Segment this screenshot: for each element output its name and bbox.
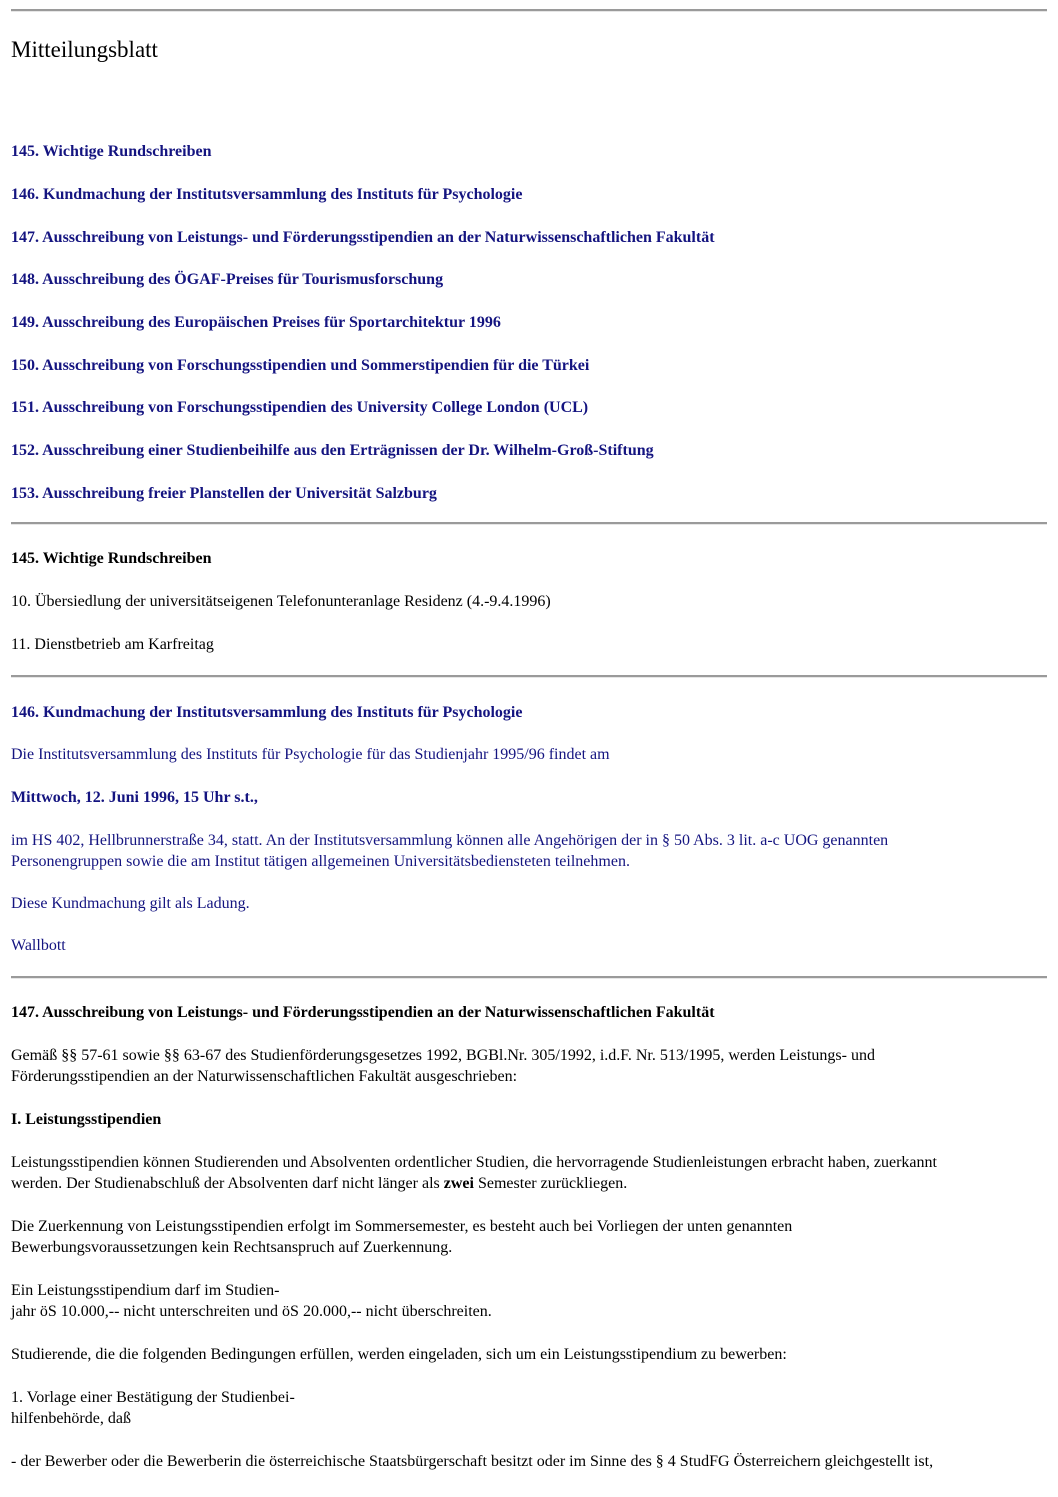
section-147-heading: 147. Ausschreibung von Leistungs- und Förderungsstipendien an der Naturwissenschaftlichen Fakultät bbox=[11, 1004, 715, 1021]
toc-link-148[interactable]: 148. Ausschreibung des ÖGAF-Preises für Tourismusforschung bbox=[11, 271, 444, 288]
section-146-body-line1: im HS 402, Hellbrunnerstraße 34, statt. An der Institutsversammlung können alle Angehörigen der in § 50 Abs. 3 lit. a-c UOG genannten bbox=[11, 832, 889, 849]
page-title: Mitteilungsblatt bbox=[11, 37, 158, 62]
toc-link-147[interactable]: 147. Ausschreibung von Leistungs- und Förderungsstipendien an der Naturwissenschaftlichen Fakultät bbox=[11, 229, 715, 246]
paragraph-1-line2 bbox=[11, 1173, 627, 1194]
toc-link-146[interactable]: 146. Kundmachung der Institutsversammlung des Instituts für Psychologie bbox=[11, 186, 523, 203]
toc-link-149[interactable]: 149. Ausschreibung des Europäischen Preises für Sportarchitektur 1996 bbox=[11, 314, 501, 331]
toc-link-153[interactable]: 153. Ausschreibung freier Planstellen der Universität Salzburg bbox=[11, 485, 437, 502]
section-147-intro-line1: Gemäß §§ 57-61 sowie §§ 63-67 des Studienförderungsgesetzes 1992, BGBl.Nr. 305/1992, i.d.F. Nr. 513/1995, werden Leistungs- und bbox=[11, 1047, 875, 1064]
paragraph-1-text-end: Semester zurückliegen. bbox=[473, 1175, 628, 1192]
top-divider bbox=[11, 9, 1047, 12]
toc-link-150[interactable]: 150. Ausschreibung von Forschungsstipendien und Sommerstipendien für die Türkei bbox=[11, 357, 590, 374]
section-146-heading[interactable]: 146. Kundmachung der Institutsversammlung des Instituts für Psychologie bbox=[11, 704, 523, 721]
section-divider bbox=[11, 675, 1047, 678]
paragraph-2-line1: Die Zuerkennung von Leistungsstipendien erfolgt im Sommersemester, es besteht auch bei Vorliegen der unten genannten bbox=[11, 1218, 793, 1235]
section-divider bbox=[11, 976, 1047, 979]
rundschreiben-item-10: 10. Übersiedlung der universitätseigenen Telefonunteranlage Residenz (4.-9.4.1996) bbox=[11, 593, 551, 610]
paragraph-5-line1: 1. Vorlage einer Bestätigung der Studienbei- bbox=[11, 1389, 295, 1406]
paragraph-5-line2: hilfenbehörde, daß bbox=[11, 1410, 131, 1427]
paragraph-3-line2: jahr öS 10.000,-- nicht unterschreiten und öS 20.000,-- nicht überschreiten. bbox=[11, 1303, 492, 1320]
paragraph-2-line2: Bewerbungsvoraussetzungen kein Rechtsanspruch auf Zuerkennung. bbox=[11, 1239, 453, 1256]
meeting-date: Mittwoch, 12. Juni 1996, 15 Uhr s.t., bbox=[11, 789, 258, 806]
toc-link-152[interactable]: 152. Ausschreibung einer Studienbeihilfe aus den Erträgnissen der Dr. Wilhelm-Groß-Stiftung bbox=[11, 442, 654, 459]
paragraph-1-line1: Leistungsstipendien können Studierenden und Absolventen ordentlicher Studien, die hervorragende Studienleistungen erbracht haben, zuerkannt bbox=[11, 1154, 937, 1171]
section-divider bbox=[11, 522, 1047, 525]
paragraph-6: - der Bewerber oder die Bewerberin die österreichische Staatsbürgerschaft besitzt oder im Sinne des § 4 StudFG Österreichern gleichgestellt ist, bbox=[11, 1453, 934, 1470]
paragraph-4: Studierende, die die folgenden Bedingungen erfüllen, werden eingeladen, sich um ein Leistungsstipendium zu bewerben: bbox=[11, 1346, 787, 1363]
leistungsstipendien-subheading: I. Leistungsstipendien bbox=[11, 1111, 162, 1128]
section-146-body-line2: Personengruppen sowie die am Institut tätigen allgemeinen Universitätsbediensteten teilnehmen. bbox=[11, 853, 630, 870]
toc-link-151[interactable]: 151. Ausschreibung von Forschungsstipendien des University College London (UCL) bbox=[11, 399, 589, 416]
paragraph-1-text: werden. Der Studienabschluß der Absolventen darf nicht länger als bbox=[11, 1175, 444, 1192]
section-146-signature: Wallbott bbox=[11, 937, 66, 954]
section-145-heading: 145. Wichtige Rundschreiben bbox=[11, 550, 212, 567]
rundschreiben-item-11: 11. Dienstbetrieb am Karfreitag bbox=[11, 636, 214, 653]
section-146-note: Diese Kundmachung gilt als Ladung. bbox=[11, 895, 250, 912]
toc-link-145[interactable]: 145. Wichtige Rundschreiben bbox=[11, 143, 212, 160]
section-146-intro: Die Institutsversammlung des Instituts für Psychologie für das Studienjahr 1995/96 findet am bbox=[11, 746, 610, 763]
section-147-intro-line2: Förderungsstipendien an der Naturwissenschaftlichen Fakultät ausgeschrieben: bbox=[11, 1068, 518, 1085]
paragraph-1-emphasis: zwei bbox=[443, 1175, 474, 1192]
paragraph-3-line1: Ein Leistungsstipendium darf im Studien- bbox=[11, 1282, 280, 1299]
